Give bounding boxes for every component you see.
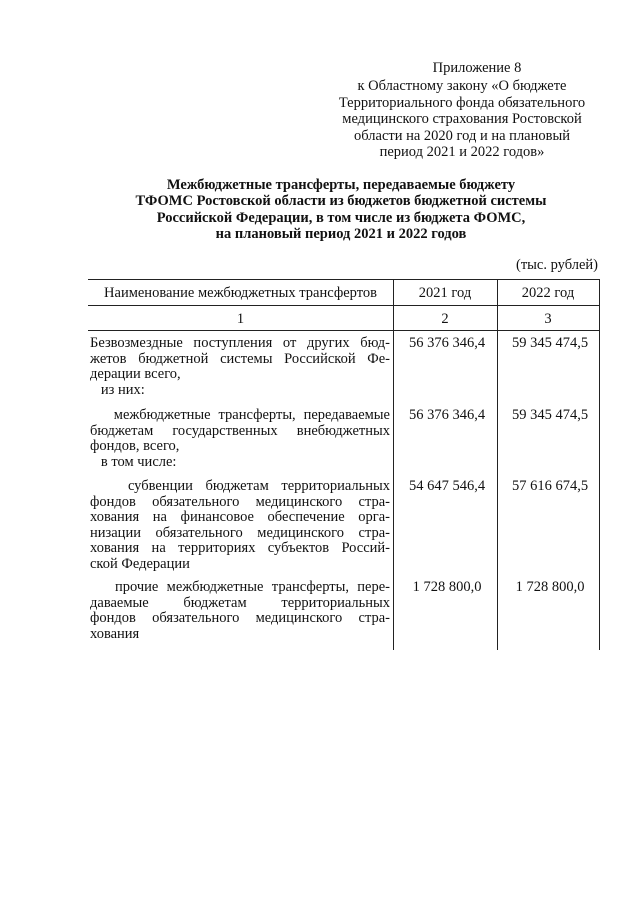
row-name-line: Безвозмездные поступления от других бюд- <box>90 335 390 351</box>
row-name-line: низации обязательного медицинского стра- <box>90 524 390 541</box>
title-line: ТФОМС Ростовской области из бюджетов бюджетной системы <box>135 193 547 210</box>
row-name-line: в том числе: <box>90 453 177 470</box>
appendix-number: Приложение 8 <box>432 60 522 76</box>
value-2022: 1 728 800,0 <box>515 579 585 595</box>
row-name-line: фондов обязательного медицинского стра- <box>90 493 390 510</box>
row-name-line: бюджетам государственных внебюджетных <box>90 422 390 439</box>
units-label: (тыс. рублей) <box>516 257 598 273</box>
appendix-reference <box>322 60 602 160</box>
value-2021: 56 376 346,4 <box>408 335 486 351</box>
table-border-top <box>88 279 600 280</box>
table-row-name <box>90 408 390 470</box>
value-2021: 1 728 800,0 <box>412 579 482 595</box>
appendix-line: Территориального фонда обязательного <box>338 94 586 111</box>
row-name-line: ской Федерации <box>90 555 190 572</box>
column-number: 1 <box>236 311 245 327</box>
appendix-line: к Областному закону «О бюджете <box>357 78 567 95</box>
table-row-name <box>90 479 390 573</box>
title-line: Межбюджетные трансферты, передаваемые бюджету <box>166 177 516 193</box>
document-title <box>84 177 598 243</box>
value-2021: 54 647 546,4 <box>408 478 486 494</box>
table-header-divider <box>88 305 600 306</box>
row-name-line: фондов обязательного медицинского стра- <box>90 610 390 627</box>
appendix-line: период 2021 и 2022 годов» <box>379 144 545 161</box>
column-number: 3 <box>544 311 552 327</box>
row-name-line: хования на финансовое обеспечение орга- <box>90 509 390 526</box>
value-2022: 59 345 474,5 <box>511 335 589 351</box>
appendix-line: медицинского страхования Ростовской <box>342 111 582 128</box>
row-name-line: из них: <box>90 381 145 398</box>
row-name-line: субвенции бюджетам территориальных <box>90 478 390 494</box>
row-name-line: хования <box>90 625 140 642</box>
table-colnum-divider <box>88 330 600 331</box>
header-name: Наименование межбюджетных трансфертов <box>104 285 377 301</box>
title-line: Российской Федерации, в том числе из бюджета ФОМС, <box>156 209 526 226</box>
row-name-line: хования на территориях субъектов Россий- <box>90 540 390 557</box>
header-2021: 2021 год <box>418 285 472 301</box>
row-name-line: жетов бюджетной системы Российской Фе- <box>90 350 390 367</box>
value-2022: 59 345 474,5 <box>511 407 589 423</box>
row-name-line: даваемые бюджетам территориальных <box>90 594 390 611</box>
transfers-table <box>88 279 600 650</box>
value-2022: 57 616 674,5 <box>511 478 589 494</box>
title-line: на плановый период 2021 и 2022 годов <box>215 226 467 243</box>
table-col-divider <box>393 279 394 650</box>
row-name-line: дерации всего, <box>90 366 181 383</box>
row-name-line: прочие межбюджетные трансферты, пере- <box>90 579 390 595</box>
value-2021: 56 376 346,4 <box>408 407 486 423</box>
table-row-name <box>90 580 390 642</box>
row-name-line: фондов, всего, <box>90 438 180 455</box>
row-name-line: межбюджетные трансферты, передаваемые <box>90 407 390 423</box>
table-row-name <box>90 336 390 398</box>
appendix-line: области на 2020 год и на плановый <box>354 127 570 144</box>
header-2022: 2022 год <box>521 285 575 301</box>
column-number: 2 <box>441 311 449 327</box>
